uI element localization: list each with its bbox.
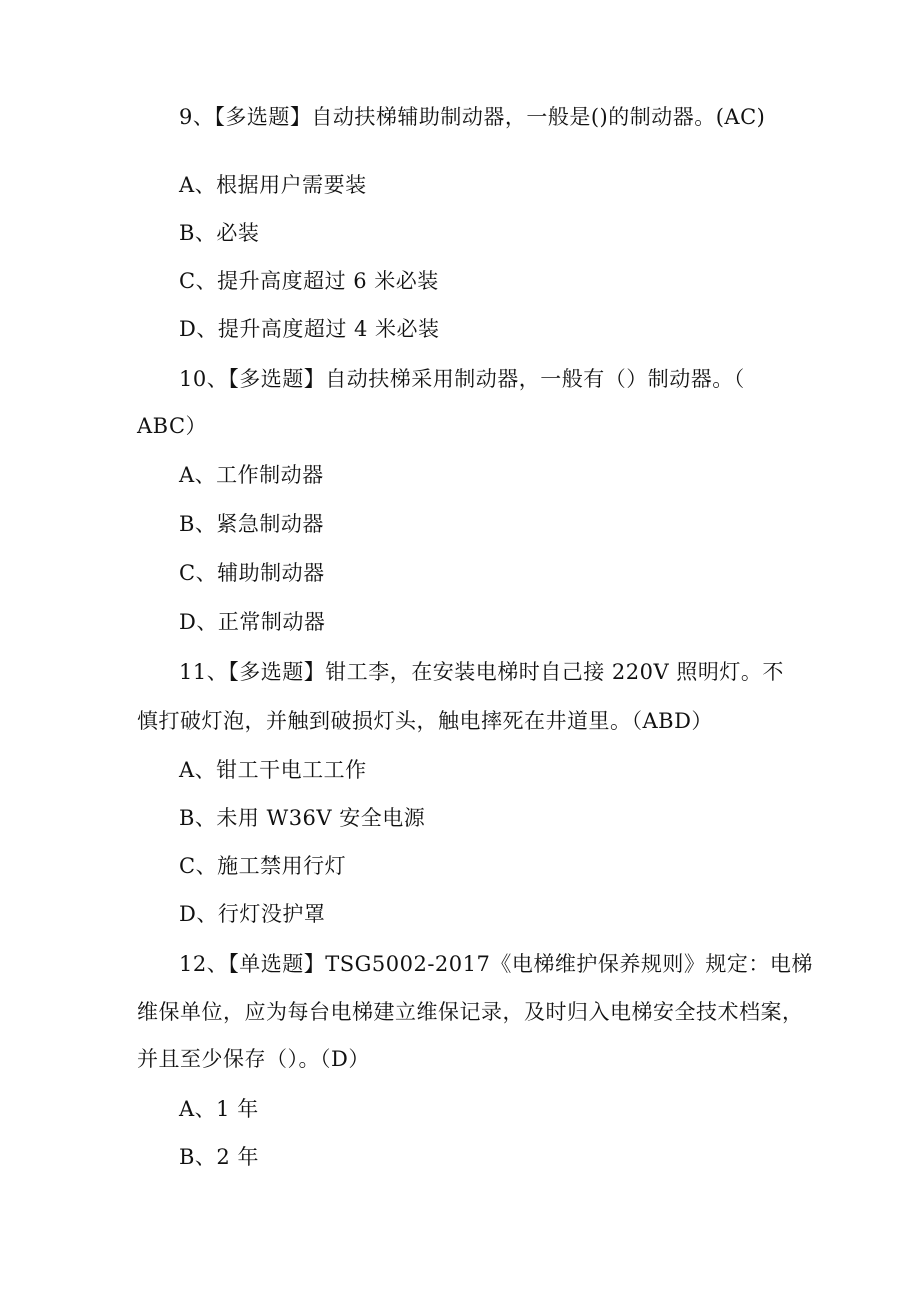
question-9-text: 9、【多选题】自动扶梯辅助制动器，一般是()的制动器。(AC) bbox=[179, 105, 766, 129]
question-11-option-a: A、钳工干电工工作 bbox=[179, 758, 367, 782]
question-11-text-line-1: 11、【多选题】钳工李，在安装电梯时自己接 220V 照明灯。不 bbox=[179, 660, 784, 684]
question-10-option-b: B、紧急制动器 bbox=[179, 512, 324, 536]
question-10-text-line-2: ABC） bbox=[137, 414, 208, 438]
question-12-text-line-2: 维保单位，应为每台电梯建立维保记录，及时归入电梯安全技术档案， bbox=[137, 1000, 804, 1024]
question-9-option-c: C、提升高度超过 6 米必装 bbox=[179, 269, 439, 293]
question-12-option-a: A、1 年 bbox=[179, 1097, 259, 1121]
question-10-option-d: D、正常制动器 bbox=[179, 610, 326, 634]
question-10-option-c: C、辅助制动器 bbox=[179, 561, 325, 585]
question-11-option-c: C、施工禁用行灯 bbox=[179, 854, 347, 878]
question-11-option-b: B、未用 W36V 安全电源 bbox=[179, 806, 426, 830]
question-11-text-line-2: 慎打破灯泡，并触到破损灯头，触电摔死在井道里。（ABD） bbox=[137, 709, 713, 733]
question-9-option-a: A、根据用户需要装 bbox=[179, 173, 367, 197]
question-9-option-d: D、提升高度超过 4 米必装 bbox=[179, 317, 440, 341]
question-12-text-line-3: 并且至少保存（）。（D） bbox=[137, 1047, 370, 1071]
question-12-option-b: B、2 年 bbox=[179, 1145, 259, 1169]
question-9-option-b: B、必装 bbox=[179, 221, 260, 245]
question-10-text-line-1: 10、【多选题】自动扶梯采用制动器，一般有（）制动器。（ bbox=[179, 367, 745, 391]
question-10-option-a: A、工作制动器 bbox=[179, 463, 324, 487]
question-11-option-d: D、行灯没护罩 bbox=[179, 902, 326, 926]
question-12-text-line-1: 12、【单选题】TSG5002-2017《电梯维护保养规则》规定：电梯 bbox=[179, 952, 813, 976]
